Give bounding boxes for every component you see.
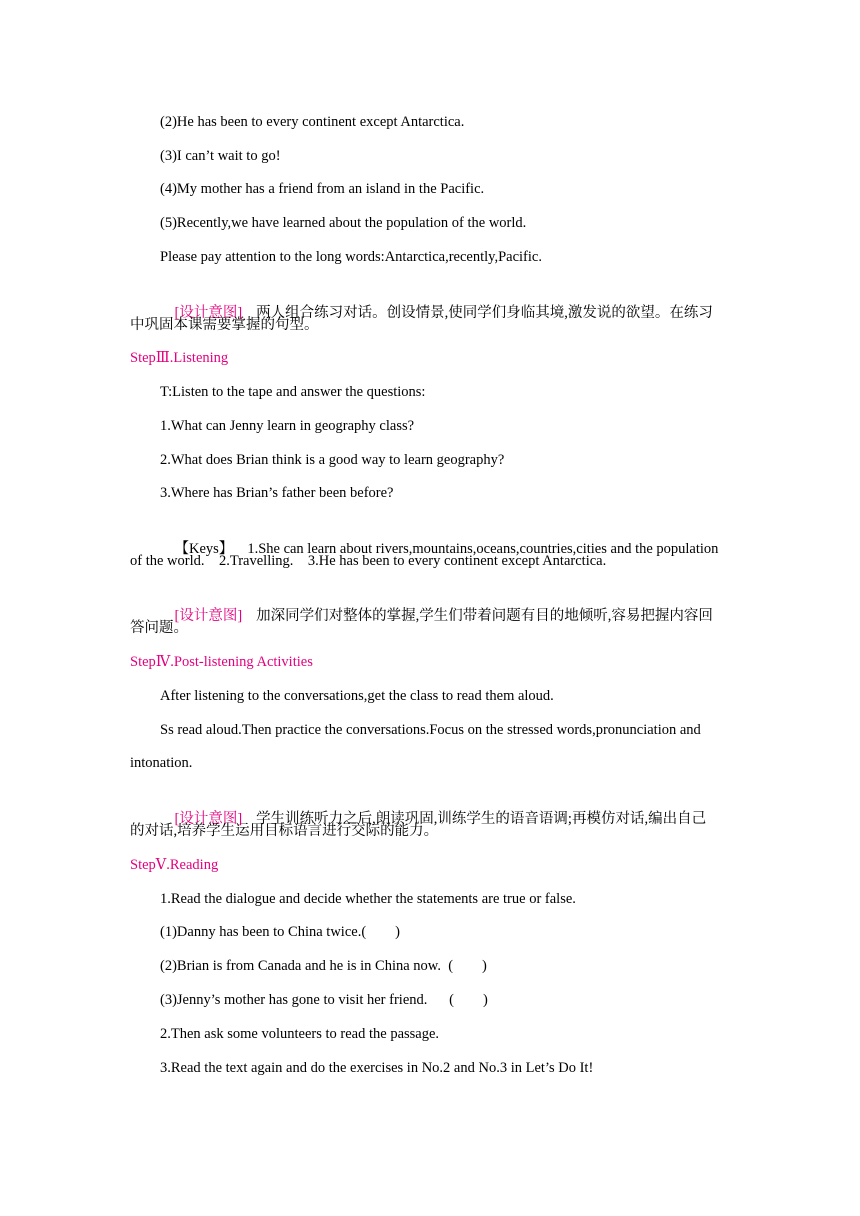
long-words-note: Please pay attention to the long words:Antarctica,recently,Pacific. — [160, 249, 542, 265]
conversation-line-2: (2)He has been to every continent except Antarctica. — [160, 114, 465, 130]
keys-answer-text: 1.She can learn about rivers,mountains,oceans,countries,cities and the population — [247, 541, 719, 557]
design-intent-label: [设计意图] — [174, 305, 243, 321]
keys-line1 — [160, 516, 740, 557]
step4-line1: After listening to the conversations,get the class to read them aloud. — [160, 688, 554, 704]
conversation-line-3: (3)I can’t wait to go! — [160, 148, 281, 164]
statement-3: (3)Jenny’s mother has gone to visit her friend. ( ) — [160, 992, 488, 1008]
step3-instruction: T:Listen to the tape and answer the questions: — [160, 384, 426, 400]
step4-heading: StepⅣ.Post-listening Activities — [130, 654, 313, 670]
design-intent-label: [设计意图] — [174, 608, 243, 624]
design-intent-label: [设计意图] — [174, 811, 243, 827]
question-3: 3.Where has Brian’s father been before? — [160, 485, 394, 501]
step4-line3: intonation. — [130, 755, 193, 771]
design-intent-text: 两人组合练习对话。创设情景,使同学们身临其境,激发说的欲望。在练习 — [256, 305, 713, 321]
question-2: 2.What does Brian think is a good way to learn geography? — [160, 452, 505, 468]
design-intent-3-line2: 的对话,培养学生运用目标语言进行交际的能力。 — [130, 823, 439, 839]
design-intent-text: 学生训练听力之后,朗读巩固,训练学生的语音语调;再模仿对话,编出自己 — [256, 811, 707, 827]
design-intent-text: 加深同学们对整体的掌握,学生们带着问题有目的地倾听,容易把握内容回 — [256, 608, 713, 624]
statement-2: (2)Brian is from Canada and he is in China now. ( ) — [160, 958, 487, 974]
design-intent-1-line1 — [160, 280, 732, 321]
keys-label: 【Keys】 — [174, 541, 234, 557]
statement-1: (1)Danny has been to China twice.( ) — [160, 924, 400, 940]
design-intent-2-line1 — [160, 583, 732, 624]
design-intent-2-line2: 答问题。 — [130, 620, 188, 636]
step5-item3: 3.Read the text again and do the exercises in No.2 and No.3 in Let’s Do It! — [160, 1060, 594, 1076]
step5-item2: 2.Then ask some volunteers to read the passage. — [160, 1026, 440, 1042]
question-1: 1.What can Jenny learn in geography class? — [160, 418, 415, 434]
conversation-line-4: (4)My mother has a friend from an island in the Pacific. — [160, 181, 485, 197]
conversation-line-5: (5)Recently,we have learned about the population of the world. — [160, 215, 527, 231]
step4-line2: Ss read aloud.Then practice the conversations.Focus on the stressed words,pronunciation and — [160, 722, 701, 738]
step5-item1: 1.Read the dialogue and decide whether the statements are true or false. — [160, 891, 576, 907]
design-intent-1-line2: 中巩固本课需要掌握的句型。 — [130, 317, 319, 333]
keys-line2: of the world. 2.Travelling. 3.He has been to every continent except Antarctica. — [130, 553, 607, 569]
step5-heading: StepⅤ.Reading — [130, 857, 219, 873]
design-intent-3-line1 — [160, 786, 732, 827]
step3-heading: StepⅢ.Listening — [130, 350, 229, 366]
